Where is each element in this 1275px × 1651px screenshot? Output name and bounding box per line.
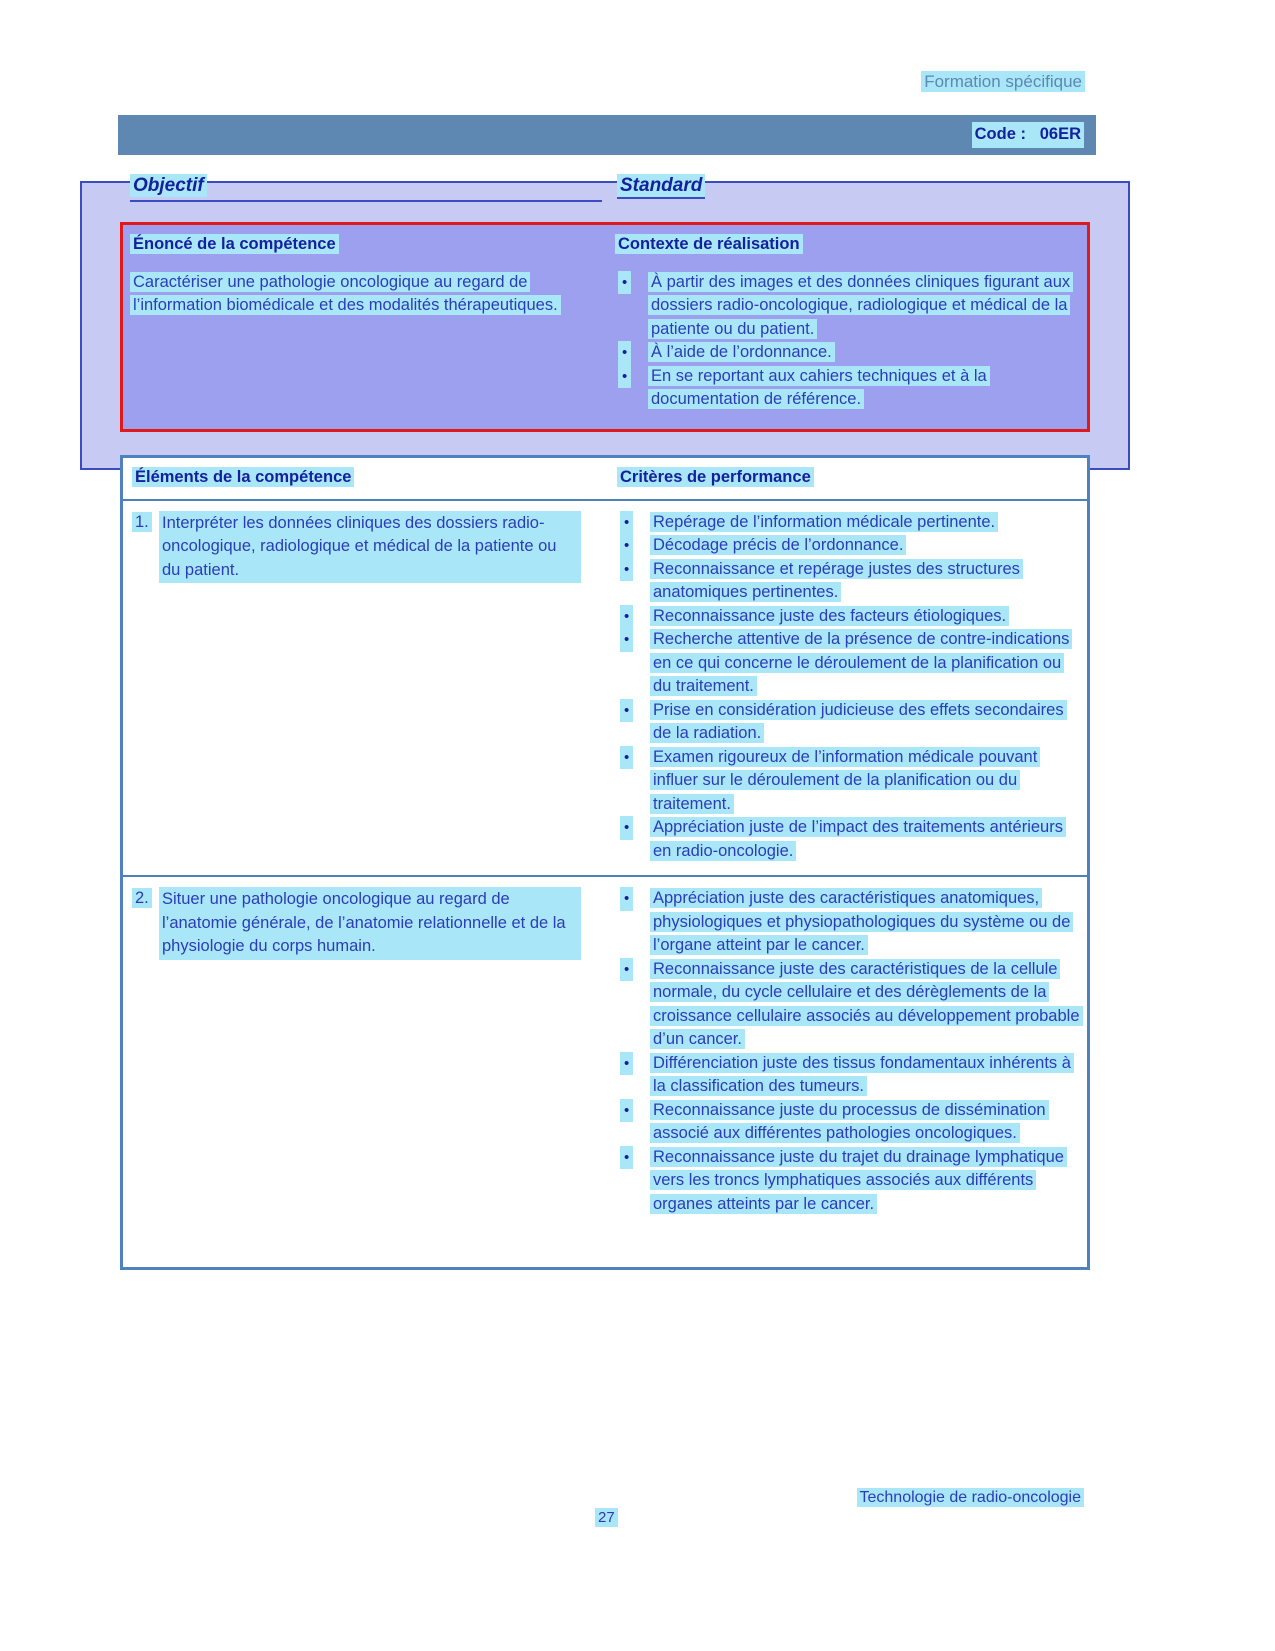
criteria-list: [617, 511, 1081, 864]
element-text: Interpréter les données cliniques des dossiers radio-oncologique, radiologique et médical de la patiente ou du patient.: [159, 511, 581, 584]
contexte-header-wrap: [615, 233, 1081, 257]
standard-heading: [617, 174, 705, 199]
elements-table-header: [123, 458, 1087, 501]
criterion-text: Reconnaissance juste des facteurs étiologiques.: [650, 606, 1009, 626]
bullet-icon: •: [620, 1052, 633, 1076]
bullet-icon: •: [620, 628, 633, 652]
row-number-wrap: [132, 887, 159, 911]
bullet-icon: •: [620, 534, 633, 558]
objectif-heading: [130, 174, 602, 202]
criterion-text: Examen rigoureux de l’information médicale pouvant influer sur le déroulement de la planification ou du traitement.: [650, 747, 1040, 814]
bullet-icon: •: [620, 746, 633, 770]
criteres-header-cell: [617, 466, 1087, 490]
criterion-text: Prise en considération judicieuse des effets secondaires de la radiation.: [650, 700, 1067, 744]
row-number: 2.: [132, 888, 152, 908]
criterion-item: [617, 887, 1081, 958]
bullet-icon: •: [618, 271, 631, 295]
elements-header-cell: [123, 466, 617, 490]
bullet-icon: •: [620, 1146, 633, 1170]
bullet-icon: •: [620, 605, 633, 629]
criterion-text: Différenciation juste des tissus fondamentaux inhérents à la classification des tumeurs.: [650, 1053, 1074, 1097]
context-item: [615, 365, 1081, 412]
bullet-icon: •: [620, 887, 633, 911]
criterion-item: [617, 558, 1081, 605]
context-text: À partir des images et des données cliniques figurant aux dossiers radio-oncologique, radiologique et médical de la patiente ou du patient.: [648, 272, 1073, 339]
criterion-item: [617, 958, 1081, 1052]
bullet-icon: •: [620, 816, 633, 840]
criteria-list: [617, 887, 1081, 1216]
criterion-text: Repérage de l’information médicale pertinente.: [650, 512, 998, 532]
criterion-item: [617, 534, 1081, 558]
criterion-text: Recherche attentive de la présence de contre-indications en ce qui concerne le déroulement de la planification ou du traitement.: [650, 629, 1072, 696]
formation-label: Formation spécifique: [921, 71, 1085, 92]
page-number-wrap: [595, 1506, 618, 1530]
criterion-text: Reconnaissance juste du processus de dissémination associé aux différentes pathologies oncologiques.: [650, 1100, 1049, 1144]
criterion-item: [617, 628, 1081, 699]
bullet-icon: •: [620, 699, 633, 723]
criterion-item: [617, 1052, 1081, 1099]
criterion-item: [617, 511, 1081, 535]
row-number-wrap: [132, 511, 159, 535]
elements-header: Éléments de la compétence: [132, 467, 354, 487]
enonce-table: [120, 222, 1090, 432]
footer-program-wrap: [857, 1486, 1085, 1510]
table-row: [123, 875, 1087, 1228]
bullet-icon: •: [620, 558, 633, 582]
context-text: À l’aide de l’ordonnance.: [648, 342, 835, 362]
footer-program: Technologie de radio-oncologie: [857, 1488, 1085, 1507]
enonce-header-wrap: [130, 233, 579, 257]
criterion-text: Reconnaissance juste des caractéristiques de la cellule normale, du cycle cellulaire et des dérèglements de la croissance cellulaire associés au développement probable d’un cancer.: [650, 959, 1083, 1050]
elements-table: [120, 455, 1090, 1270]
contexte-cell: [615, 225, 1087, 429]
context-text: En se reportant aux cahiers techniques et à la documentation de référence.: [648, 366, 990, 410]
criterion-text: Décodage précis de l’ordonnance.: [650, 535, 906, 555]
criterion-text: Reconnaissance et repérage justes des structures anatomiques pertinentes.: [650, 559, 1023, 603]
row-number: 1.: [132, 512, 152, 532]
criteres-header: Critères de performance: [617, 467, 814, 487]
criterion-item: [617, 1146, 1081, 1217]
criteria-cell: [617, 887, 1087, 1216]
element-cell: [123, 887, 617, 1216]
context-bullet-list: [615, 271, 1081, 412]
bullet-icon: •: [620, 1099, 633, 1123]
criterion-text: Reconnaissance juste du trajet du drainage lymphatique vers les troncs lymphatiques associés aux différents organes atteints par le cancer.: [650, 1147, 1067, 1214]
contexte-header: Contexte de réalisation: [615, 234, 803, 254]
code-bar: [118, 115, 1096, 155]
competence-statement-wrap: [130, 271, 579, 318]
element-cell: [123, 511, 617, 864]
objectif-heading-text: Objectif: [130, 174, 207, 197]
bullet-icon: •: [620, 958, 633, 982]
criterion-item: [617, 1099, 1081, 1146]
criterion-text: Appréciation juste de l’impact des traitements antérieurs en radio-oncologie.: [650, 817, 1066, 861]
criterion-item: [617, 746, 1081, 817]
table-row: [123, 501, 1087, 876]
standard-heading-text: Standard: [617, 174, 705, 199]
context-item: [615, 341, 1081, 365]
criterion-item: [617, 816, 1081, 863]
criterion-text: Appréciation juste des caractéristiques anatomiques, physiologiques et physiopathologiques du système ou de l’organe atteint par le cancer.: [650, 888, 1073, 955]
context-item: [615, 271, 1081, 342]
formation-label-wrap: [921, 70, 1085, 94]
criterion-item: [617, 605, 1081, 629]
code-label: Code : 06ER: [972, 122, 1084, 148]
criterion-item: [617, 699, 1081, 746]
bullet-icon: •: [620, 511, 633, 535]
bullet-icon: •: [618, 365, 631, 389]
element-text: Situer une pathologie oncologique au regard de l’anatomie générale, de l’anatomie relationnelle et de la physiologie du corps humain.: [159, 887, 581, 960]
enonce-header: Énoncé de la compétence: [130, 234, 339, 254]
criteria-cell: [617, 511, 1087, 864]
bullet-icon: •: [618, 341, 631, 365]
enonce-cell: [123, 225, 615, 429]
competence-statement: Caractériser une pathologie oncologique au regard de l’information biomédicale et des modalités thérapeutiques.: [130, 272, 561, 316]
page-number: 27: [595, 1508, 618, 1527]
